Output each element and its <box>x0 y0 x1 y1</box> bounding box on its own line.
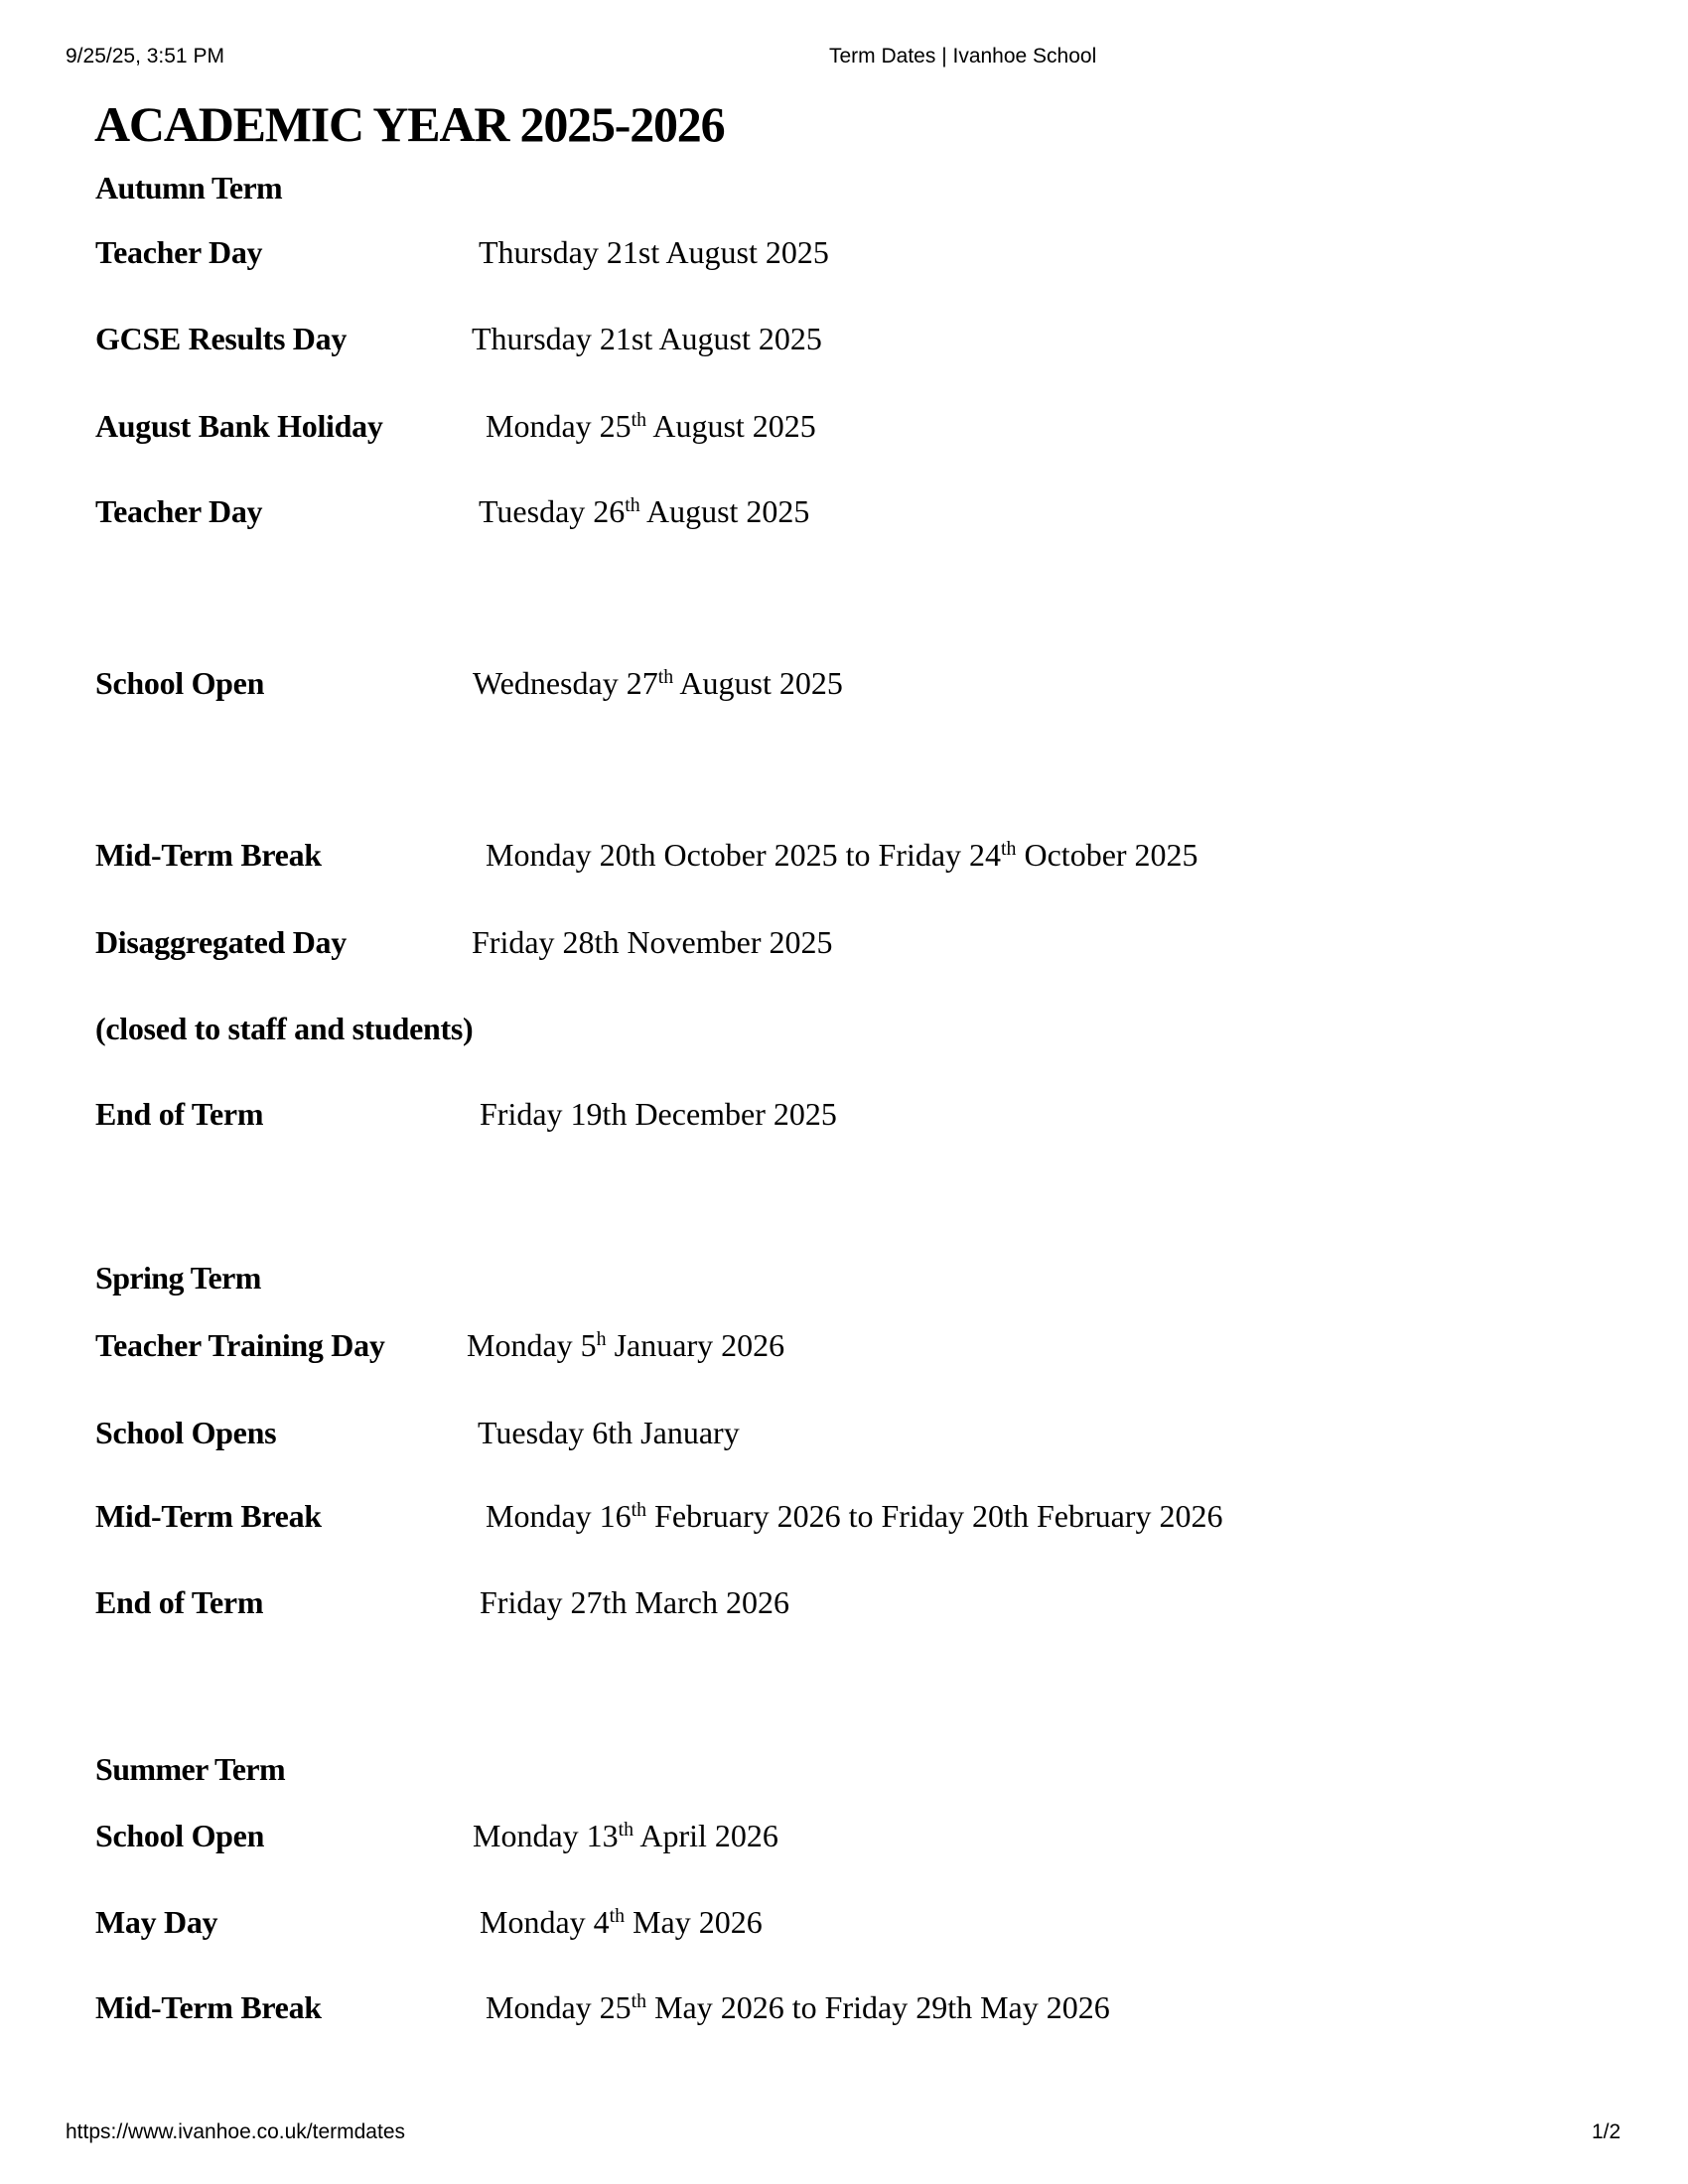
event-label: School Opens <box>95 1415 277 1450</box>
event-date: Thursday 21st August 2025 <box>479 234 829 270</box>
term-heading-summer: Summer Term <box>95 1751 286 1787</box>
event-date: Monday 4th May 2026 <box>480 1904 763 1940</box>
event-label: August Bank Holiday <box>95 408 383 444</box>
event-date: Monday 20th October 2025 to Friday 24th October 2025 <box>486 837 1198 873</box>
event-note: (closed to staff and students) <box>95 1011 474 1046</box>
event-date: Monday 25th May 2026 to Friday 29th May 2026 <box>486 1989 1110 2025</box>
event-label: Mid-Term Break <box>95 1989 322 2025</box>
event-label: School Open <box>95 665 265 701</box>
event-date: Monday 16th February 2026 to Friday 20th February 2026 <box>486 1498 1223 1534</box>
ordinal-suffix: th <box>625 494 640 517</box>
event-label: GCSE Results Day <box>95 321 348 356</box>
event-label: Disaggregated Day <box>95 924 347 960</box>
event-date: Friday 19th December 2025 <box>480 1096 837 1132</box>
event-label: Teacher Day <box>95 493 263 529</box>
event-date: Monday 13th April 2026 <box>473 1818 778 1853</box>
event-label: School Open <box>95 1818 265 1853</box>
event-label: Mid-Term Break <box>95 1498 322 1534</box>
ordinal-suffix: th <box>631 1990 647 2013</box>
ordinal-suffix: th <box>618 1819 634 1842</box>
ordinal-suffix: h <box>596 1328 607 1351</box>
ordinal-suffix: th <box>657 666 674 689</box>
event-date: Friday 27th March 2026 <box>480 1584 789 1620</box>
event-date: Thursday 21st August 2025 <box>472 321 822 356</box>
print-page-number: 1/2 <box>1592 2120 1621 2143</box>
print-page-title: Term Dates | Ivanhoe School <box>829 45 1097 68</box>
ordinal-suffix: th <box>1001 838 1017 861</box>
ordinal-suffix: th <box>609 1905 626 1928</box>
print-datetime: 9/25/25, 3:51 PM <box>66 45 224 68</box>
event-label: Mid-Term Break <box>95 837 322 873</box>
event-label: Teacher Training Day <box>95 1327 385 1363</box>
event-label: End of Term <box>95 1096 264 1132</box>
event-date: Tuesday 26th August 2025 <box>479 493 810 529</box>
event-label: Teacher Day <box>95 234 263 270</box>
print-url: https://www.ivanhoe.co.uk/termdates <box>66 2120 405 2143</box>
ordinal-suffix: th <box>631 409 647 432</box>
event-date: Tuesday 6th January <box>478 1415 740 1450</box>
ordinal-suffix: th <box>631 1499 647 1522</box>
page-title: ACADEMIC YEAR 2025-2026 <box>94 96 725 152</box>
event-date: Wednesday 27th August 2025 <box>473 665 843 701</box>
event-date: Monday 25th August 2025 <box>486 408 816 444</box>
event-label: End of Term <box>95 1584 264 1620</box>
event-label: May Day <box>95 1904 218 1940</box>
term-heading-autumn: Autumn Term <box>95 170 283 205</box>
event-date: Friday 28th November 2025 <box>472 924 833 960</box>
term-heading-spring: Spring Term <box>95 1260 261 1296</box>
event-date: Monday 5$^h$ January 2026 <box>467 1327 785 1363</box>
